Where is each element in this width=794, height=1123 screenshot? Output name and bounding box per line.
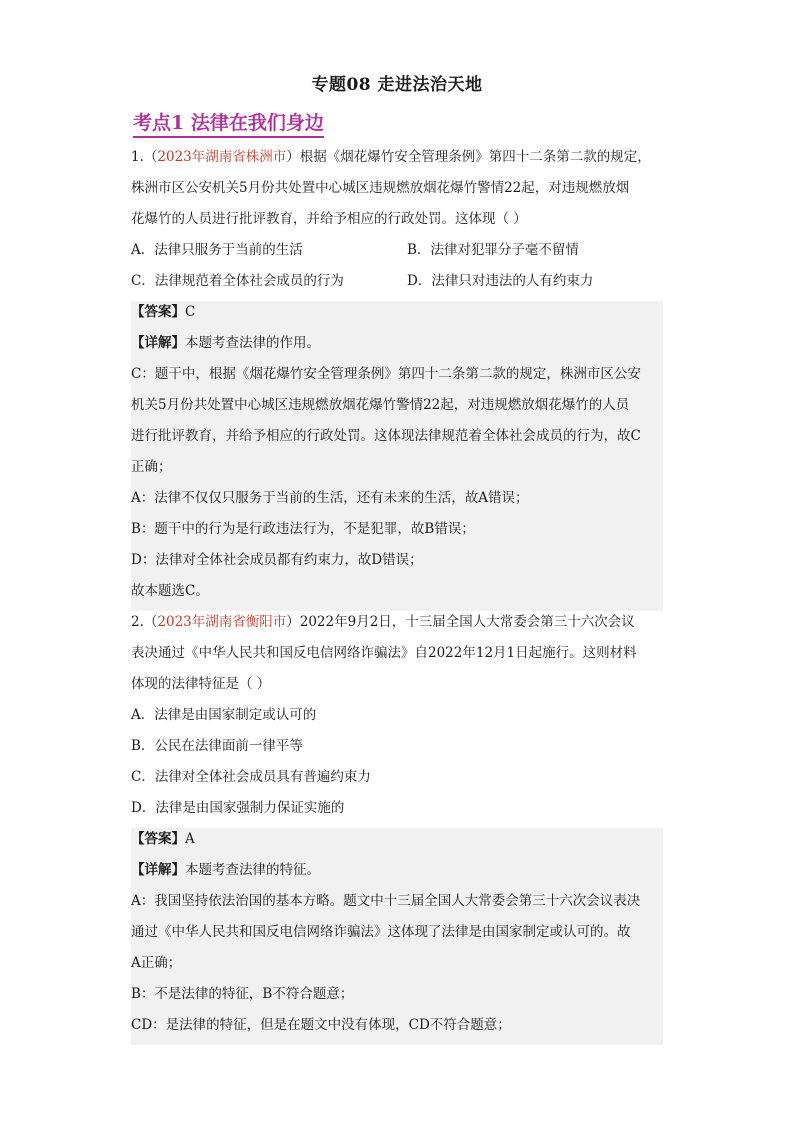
explanation-line: B：题干中的行为是行政违法行为，不是犯罪，故B错误；: [131, 521, 475, 537]
detail-line: 【详解】本题考查法律的特征。: [131, 862, 320, 878]
answer-value: A: [185, 831, 195, 847]
explanation-line: 进行批评教育，并给予相应的行政处罚。这体现法律规范着全体社会成员的行为，故C: [131, 428, 641, 444]
question-2-answer-block: [131, 828, 663, 1045]
page-title: 专题08 走进法治天地: [311, 75, 483, 95]
question-1-line-1: 1.（2023年湖南省株洲市）根据《烟花爆竹安全管理条例》第四十二条第二款的规定，: [131, 149, 651, 165]
question-1-line-2: 株洲市区公安机关5月份共处置中心城区违规燃放烟花爆竹警情22起，对违规燃放烟: [131, 180, 630, 196]
question-1-options-cd: [131, 270, 663, 301]
detail-line: 【详解】本题考查法律的作用。: [131, 335, 320, 351]
answer-line: 【答案】C: [131, 304, 196, 320]
answer-value: C: [185, 304, 196, 320]
explanation-line: A：法律不仅仅只服务于当前的生活，还有未来的生活，故A错误；: [131, 490, 529, 506]
question-1-answer-block: [131, 301, 663, 611]
explanation-line: 通过《中华人民共和国反电信网络诈骗法》这体现了法律是由国家制定或认可的。故: [131, 924, 631, 940]
explanation-line: C：题干中，根据《烟花爆竹安全管理条例》第四十二条第二款的规定，株洲市区公安: [131, 366, 641, 382]
option-d: D．法律是由国家强制力保证实施的: [131, 800, 345, 816]
content: [131, 146, 663, 1045]
question-1-line-3: 花爆竹的人员进行批评教育，并给予相应的行政处罚。这体现（ ）: [131, 211, 527, 227]
option-d: D．法律只对违法的人有约束力: [407, 273, 594, 289]
option-b: B．法律对犯罪分子毫不留情: [407, 242, 579, 258]
section-heading: 考点1 法律在我们身边: [133, 111, 324, 138]
explanation-line: 正确；: [131, 459, 172, 475]
question-2-line-3: 体现的法律特征是（ ）: [131, 676, 271, 692]
question-2-line-1: 2.（2023年湖南省衡阳市）2022年9月2日，十三届全国人大常委会第三十六次会议: [131, 614, 635, 630]
option-c: C．法律规范着全体社会成员的行为: [131, 273, 344, 289]
explanation-line: CD：是法律的特征，但是在题文中没有体现，CD不符合题意；: [131, 1017, 511, 1033]
explanation-line: 机关5月份共处置中心城区违规燃放烟花爆竹警情22起，对违规燃放烟花爆竹的人员: [131, 397, 630, 413]
explanation-line: B：不是法律的特征，B不符合题意；: [131, 986, 354, 1002]
question-1-source: 2023年湖南省株洲市: [157, 149, 287, 165]
explanation-line: 故本题选C。: [131, 583, 209, 599]
explanation-line: A正确；: [131, 955, 182, 971]
answer-line: 【答案】A: [131, 831, 195, 847]
question-2-source: 2023年湖南省衡阳市: [157, 614, 287, 630]
explanation-line: D：法律对全体社会成员都有约束力，故D错误；: [131, 552, 423, 568]
option-a: A．法律是由国家制定或认可的: [131, 707, 317, 723]
option-b: B．公民在法律面前一律平等: [131, 738, 303, 754]
option-a: A．法律只服务于当前的生活: [131, 242, 303, 258]
question-2-line-2: 表决通过《中华人民共和国反电信网络诈骗法》自2022年12月1日起施行。这则材料: [131, 645, 637, 661]
question-1-options-ab: [131, 239, 663, 270]
option-c: C．法律对全体社会成员具有普遍约束力: [131, 769, 371, 785]
explanation-line: A：我国坚持依法治国的基本方略。题文中十三届全国人大常委会第三十六次会议表决: [131, 893, 641, 909]
